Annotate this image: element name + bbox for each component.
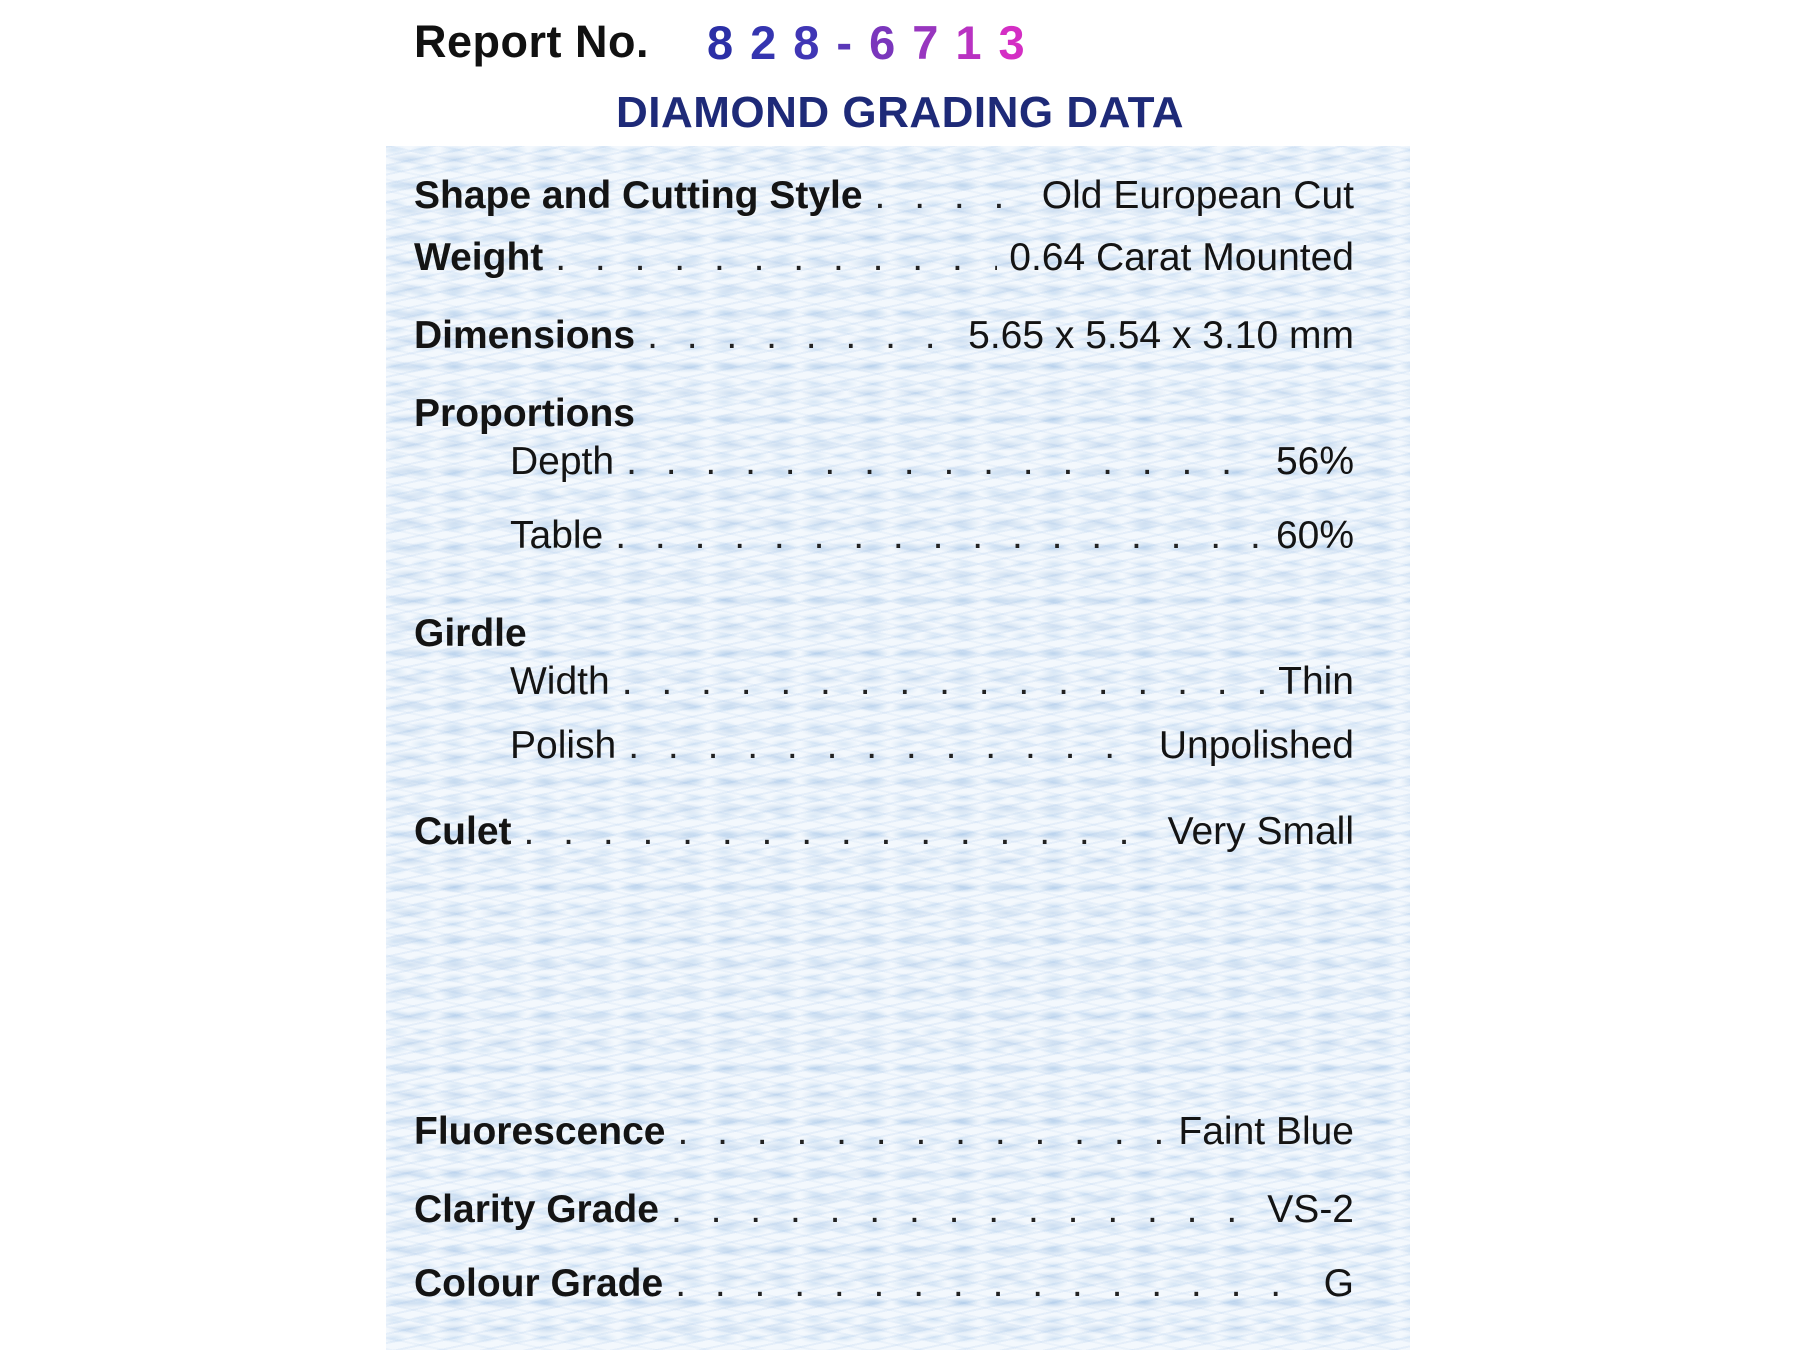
dimensions-label: Dimensions	[414, 314, 636, 357]
girdle-polish-value: Unpolished	[1158, 724, 1354, 767]
report-number-label: Report No.	[414, 16, 649, 67]
leader-dots	[626, 440, 1264, 484]
colour-value: G	[1323, 1262, 1354, 1305]
clarity-row	[414, 1188, 1354, 1240]
leader-dots	[622, 660, 1266, 704]
culet-row	[414, 810, 1354, 862]
dimensions-row	[414, 314, 1354, 366]
fluorescence-row	[414, 1110, 1354, 1162]
report-digit: 8	[707, 15, 734, 69]
fluorescence-value: Faint Blue	[1178, 1110, 1354, 1153]
depth-row	[414, 440, 1354, 492]
report-digit: 8	[793, 15, 820, 69]
report-digit: 1	[955, 15, 982, 69]
girdle-width-value: Thin	[1278, 660, 1354, 703]
fluorescence-label: Fluorescence	[414, 1110, 666, 1153]
shape-value: Old European Cut	[1041, 174, 1354, 217]
colour-label: Colour Grade	[414, 1262, 664, 1305]
leader-dots	[555, 236, 997, 280]
girdle-width-label: Width	[510, 660, 610, 703]
weight-value: 0.64 Carat Mounted	[1009, 236, 1354, 279]
report-digit: 7	[912, 15, 939, 69]
leader-dots	[671, 1188, 1255, 1232]
shape-row	[414, 174, 1354, 226]
leader-dots	[615, 514, 1264, 558]
weight-row	[414, 236, 1354, 288]
leader-dots	[875, 174, 1030, 218]
report-number	[707, 15, 1042, 70]
girdle-polish-label: Polish	[510, 724, 617, 767]
document-title: DIAMOND GRADING DATA	[615, 88, 1185, 137]
leader-dots	[628, 724, 1147, 768]
table-row	[414, 514, 1354, 566]
clarity-label: Clarity Grade	[414, 1188, 659, 1231]
leader-dots	[675, 1262, 1311, 1306]
culet-value: Very Small	[1167, 810, 1354, 853]
report-digit: 2	[750, 15, 777, 69]
clarity-value: VS-2	[1267, 1188, 1354, 1231]
report-digit: 3	[998, 15, 1025, 69]
depth-label: Depth	[510, 440, 615, 483]
leader-dots	[677, 1110, 1166, 1154]
dimensions-value: 5.65 x 5.54 x 3.10 mm	[968, 314, 1354, 357]
report-number-line	[414, 14, 1042, 70]
report-digit: -	[836, 15, 853, 69]
shape-label: Shape and Cutting Style	[414, 174, 863, 217]
table-label: Table	[510, 514, 604, 557]
report-digit: 6	[869, 15, 896, 69]
girdle-polish-row	[414, 724, 1354, 776]
leader-dots	[524, 810, 1156, 854]
leader-dots	[647, 314, 956, 358]
table-value: 60%	[1275, 514, 1354, 557]
weight-label: Weight	[414, 236, 544, 279]
proportions-heading: Proportions	[414, 392, 635, 435]
depth-value: 56%	[1275, 440, 1354, 483]
girdle-width-row	[414, 660, 1354, 712]
culet-label: Culet	[414, 810, 512, 853]
girdle-heading: Girdle	[414, 612, 527, 655]
colour-row	[414, 1262, 1354, 1314]
